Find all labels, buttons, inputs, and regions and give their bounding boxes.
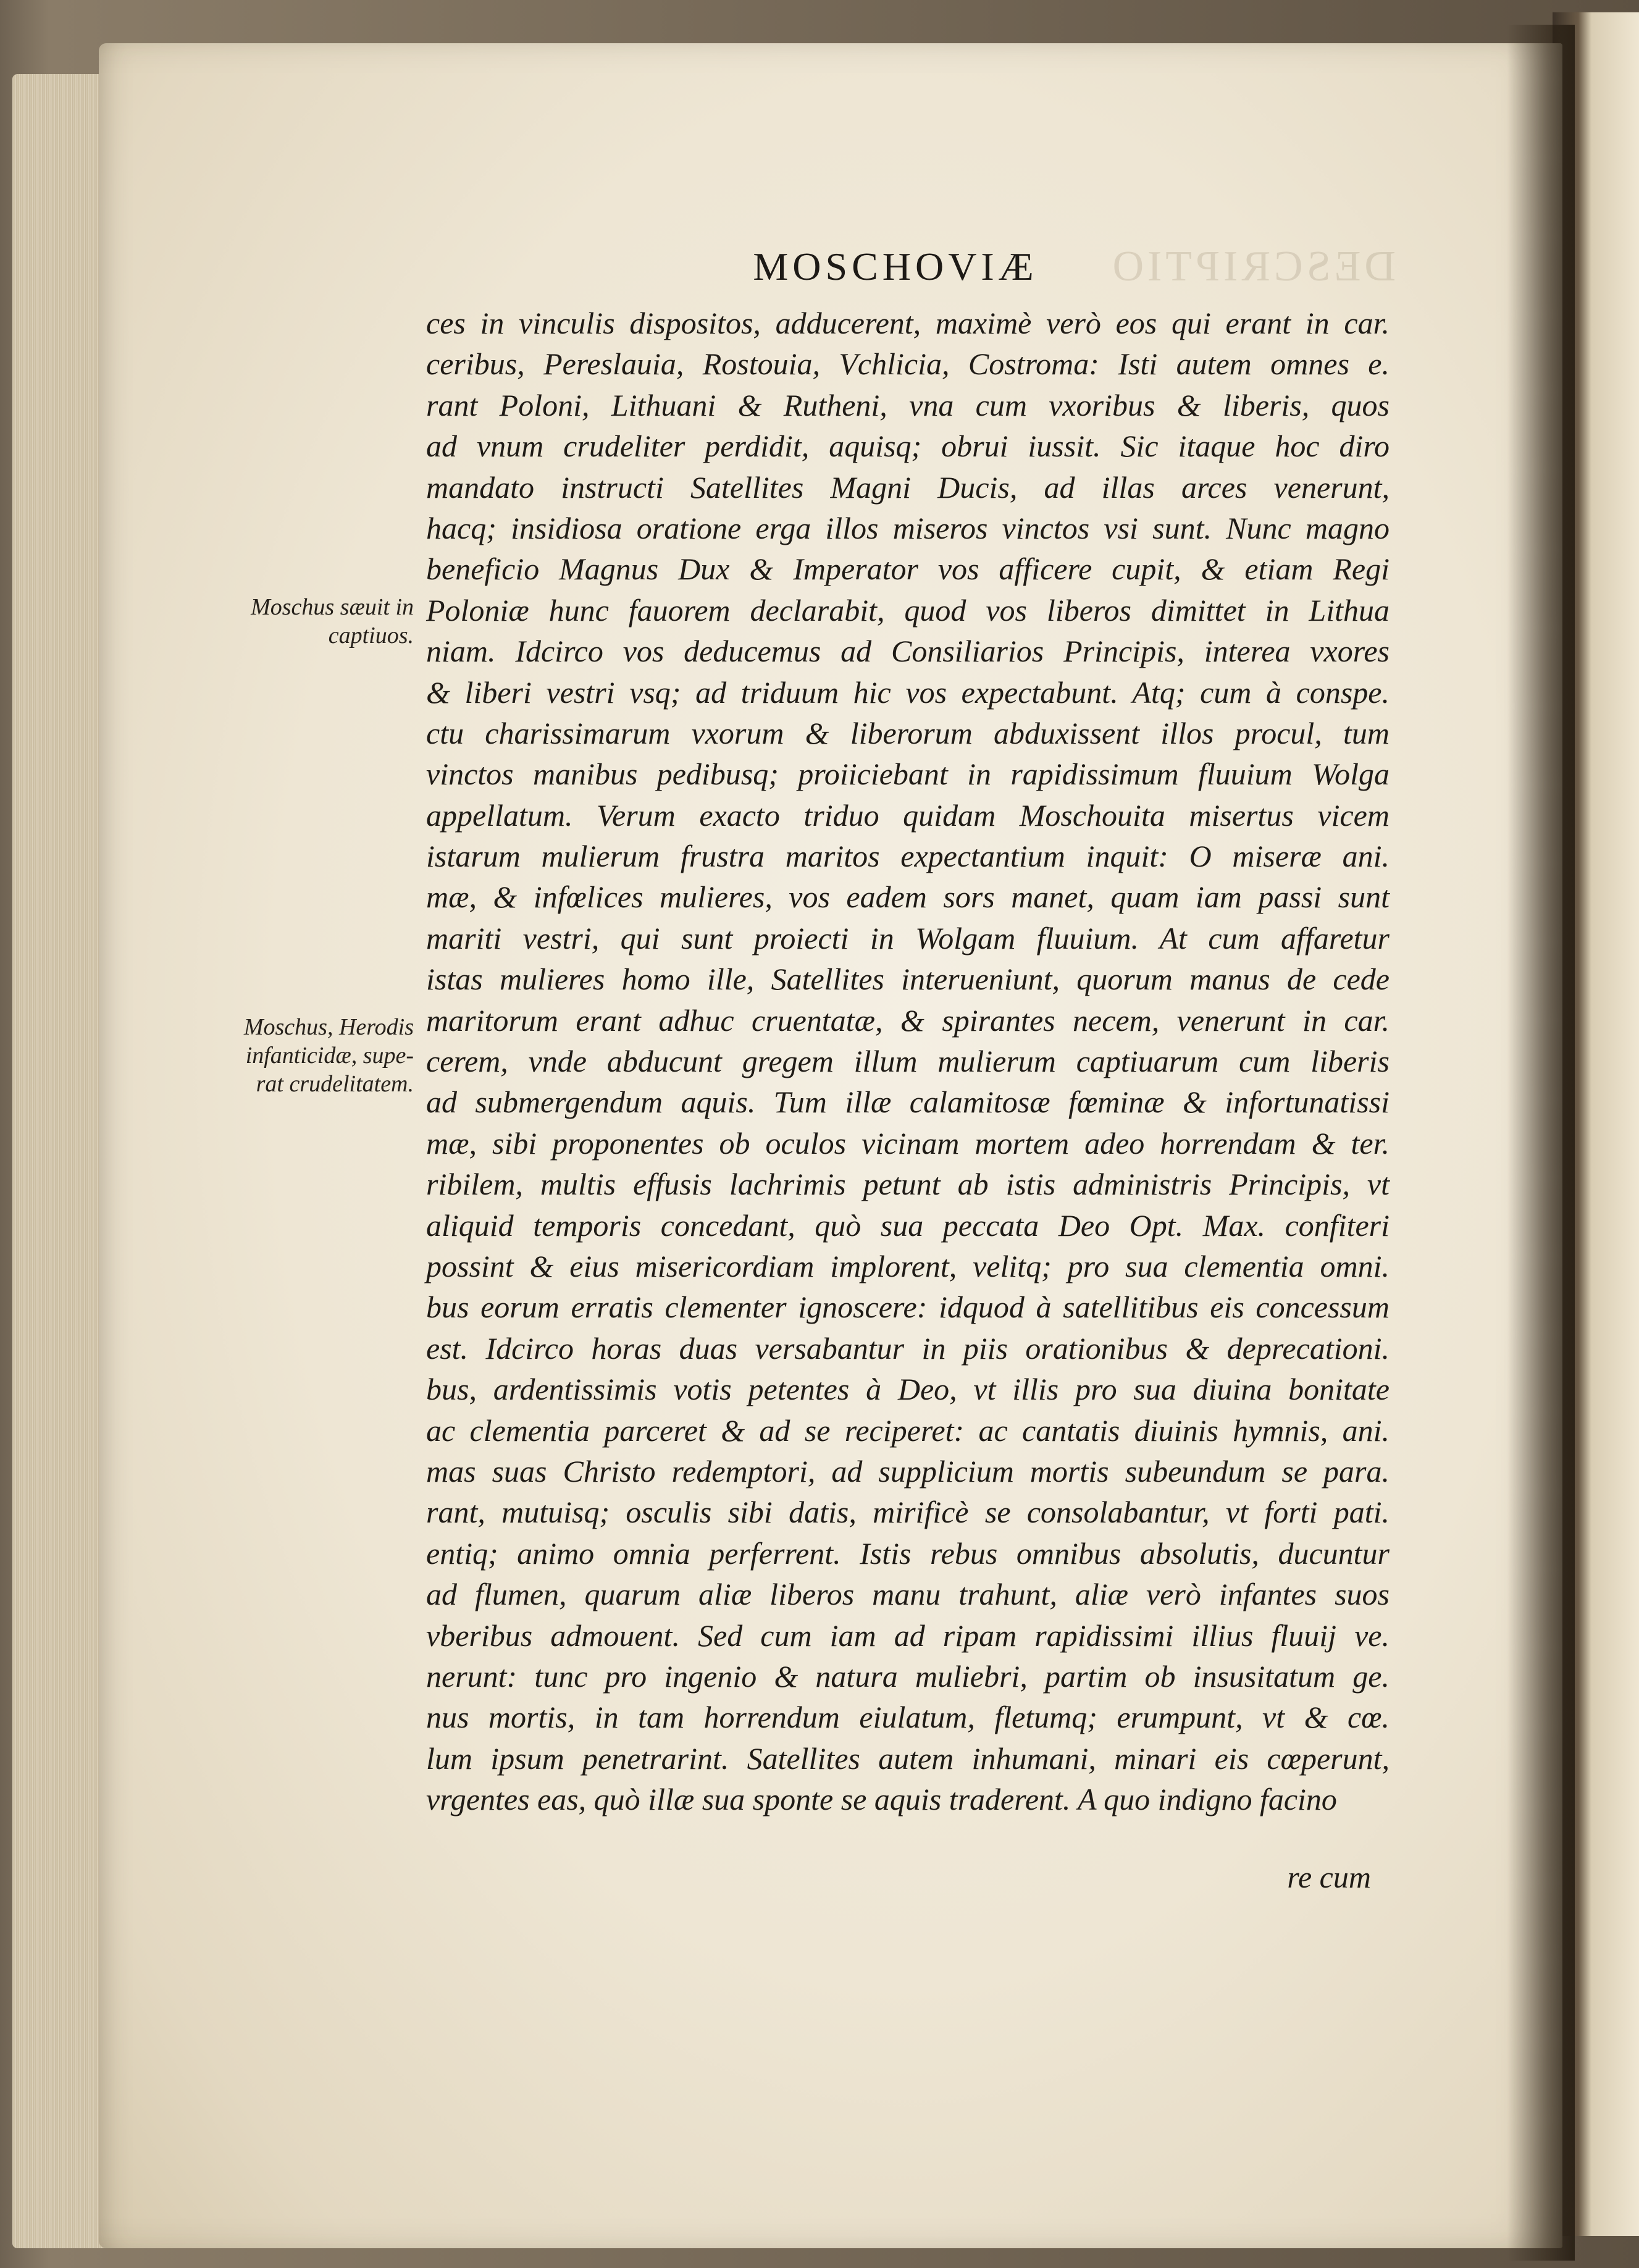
text-line: maritorum erant adhuc cruentatæ, & spirantes necem, venerunt in car.	[426, 1002, 1390, 1038]
text-line: ces in vinculis dispositos, adducerent, maximè verò eos qui erant in car.	[426, 306, 1390, 340]
bleed-through-title: DESCRIPTIO	[1109, 243, 1396, 290]
text-line: rant, mutuisq; osculis sibi datis, mirificè se consolabantur, vt forti pati.	[426, 1495, 1390, 1530]
marginal-note-line: infanticidæ, supe-	[245, 1043, 414, 1069]
text-line: ad submergendum aquis. Tum illæ calamitosæ fœminæ & infortunatissi	[426, 1085, 1390, 1120]
text-line: Poloniæ hunc fauorem declarabit, quod vos liberos dimittet in Lithua	[426, 592, 1390, 628]
text-line: vinctos manibus pedibusq; proiiciebant in rapidissimum fluuium Wolga	[426, 757, 1390, 792]
running-head: MOSCHOVIÆ	[753, 245, 1038, 288]
text-line: vrgentes eas, quò illæ sua sponte se aquis traderent. A quo indigno facino	[426, 1782, 1337, 1817]
marginal-note-line: Moschus sæuit in	[251, 594, 414, 620]
text-line: est. Idcirco horas duas versabantur in piis orationibus & deprecationi.	[426, 1330, 1390, 1366]
text-line: istas mulieres homo ille, Satellites interueniunt, quorum manus de cede	[426, 962, 1390, 997]
text-line: rant Poloni, Lithuani & Rutheni, vna cum vxoribus & liberis, quos	[426, 387, 1390, 422]
text-line: cerem, vnde abducunt gregem illum mulierum captiuarum cum liberis	[426, 1044, 1390, 1079]
page-gutter-shadow	[1507, 25, 1575, 2261]
text-line: hacq; insidiosa oratione erga illos miseros vinctos vsi sunt. Nunc magno	[426, 510, 1390, 545]
text-line: nerunt: tunc pro ingenio & natura muliebri, partim ob insusitatum ge.	[426, 1658, 1390, 1694]
text-line: & liberi vestri vsq; ad triduum hic vos expectabunt. Atq; cum à conspe.	[426, 674, 1390, 710]
text-line: ribilem, multis effusis lachrimis petunt ab istis administris Principis, vt	[426, 1167, 1390, 1202]
catchword: re cum	[1287, 1860, 1371, 1894]
text-line: nus mortis, in tam horrendum eiulatum, fletumq; erumpunt, vt & cœ.	[426, 1700, 1390, 1735]
text-line: possint & eius misericordiam implorent, velitq; pro sua clementia omni.	[426, 1248, 1390, 1283]
text-line: appellatum. Verum exacto triduo quidam Moschouita misertus vicem	[426, 797, 1390, 833]
marginal-note	[204, 593, 414, 650]
text-line: istarum mulierum frustra maritos expectantium inquit: O miseræ ani.	[426, 839, 1390, 874]
text-line: aliquid temporis concedant, quò sua peccata Deo Opt. Max. confiteri	[426, 1208, 1390, 1243]
text-line: lum ipsum penetrarint. Satellites autem inhumani, minari eis cœperunt,	[426, 1741, 1390, 1776]
text-line: bus eorum erratis clementer ignoscere: idquod à satellitibus eis concessum	[426, 1290, 1390, 1325]
text-line: beneficio Magnus Dux & Imperator vos afficere cupit, & etiam Regi	[426, 552, 1390, 587]
text-line: bus, ardentissimis votis petentes à Deo, vt illis pro sua diuina bonitate	[426, 1372, 1390, 1407]
marginal-note-line: captiuos.	[328, 623, 414, 649]
text-line: mariti vestri, qui sunt proiecti in Wolgam fluuium. At cum affaretur	[426, 920, 1390, 956]
text-line: vberibus admouent. Sed cum iam ad ripam rapidissimi illius fluuij ve.	[426, 1618, 1390, 1653]
text-line: mas suas Christo redemptori, ad supplicium mortis subeundum se para.	[426, 1453, 1390, 1489]
text-line: mæ, & infœlices mulieres, vos eadem sors manet, quam iam passi sunt	[426, 880, 1390, 915]
text-line: ad flumen, quarum aliæ liberos manu trahunt, aliæ verò infantes suos	[426, 1577, 1390, 1612]
body-text	[426, 303, 1390, 1820]
text-line: ctu charissimarum vxorum & liberorum abduxissent illos procul, tum	[426, 715, 1390, 750]
text-line: entiq; animo omnia perferrent. Istis rebus omnibus absolutis, ducuntur	[426, 1535, 1390, 1571]
text-line: ceribus, Pereslauia, Rostouia, Vchlicia, Costroma: Isti autem omnes e.	[426, 346, 1390, 382]
text-line: ac clementia parceret & ad se reciperet: ac cantatis diuinis hymnis, ani.	[426, 1413, 1390, 1448]
marginal-note	[204, 1013, 414, 1098]
text-line: mandato instructi Satellites Magni Ducis, ad illas arces venerunt,	[426, 469, 1390, 505]
marginal-note-line: rat crudelitatem.	[256, 1071, 414, 1097]
text-line: niam. Idcirco vos deducemus ad Consiliarios Principis, interea vxores	[426, 634, 1390, 669]
text-line: mæ, sibi proponentes ob oculos vicinam mortem adeo horrendam & ter.	[426, 1125, 1390, 1161]
marginal-note-line: Moschus, Herodis	[243, 1014, 414, 1040]
text-line: ad vnum crudeliter perdidit, aquisq; obrui iussit. Sic itaque hoc diro	[426, 429, 1390, 464]
